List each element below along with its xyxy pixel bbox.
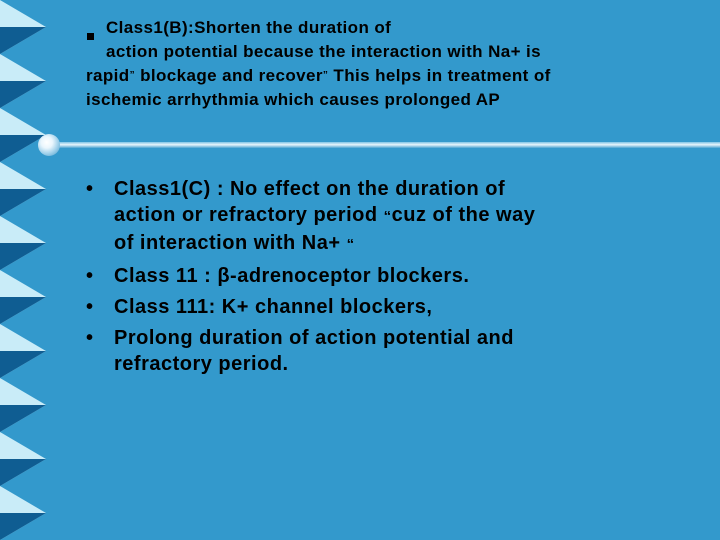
divider-bulb-icon <box>38 134 60 156</box>
bullet-dot-icon: • <box>86 178 94 200</box>
bullet-1-line-2-text: action or refractory period <box>114 204 384 226</box>
bullet-item-class111 <box>84 294 704 320</box>
bullet-1-line-2 <box>114 202 704 230</box>
top-line-3-part-1: rapid <box>86 66 130 85</box>
top-line-3-quote-1: ” <box>129 70 135 81</box>
bullet-dot-icon: • <box>86 327 94 349</box>
bullet-3-line-1: Class 111: K+ channel blockers, <box>114 296 433 318</box>
bullet-2-line-1: Class 11 : β-adrenoceptor blockers. <box>114 265 470 287</box>
top-line-3-quote-2: ” <box>322 70 329 81</box>
bullet-item-prolong <box>84 325 704 377</box>
bullet-1-line-2-quote: “ <box>383 208 392 225</box>
bullet-list <box>84 176 704 382</box>
bullet-item-class11 <box>84 263 704 289</box>
top-line-3 <box>86 64 706 88</box>
bullet-4-line-1: Prolong duration of action potential and <box>114 327 514 349</box>
top-paragraph <box>86 16 706 112</box>
bullet-dot-icon: • <box>86 296 94 318</box>
top-line-1: Class1(B):Shorten the duration of <box>106 18 392 37</box>
title-divider-bar <box>46 142 720 148</box>
decorative-triangle-strip <box>0 0 60 540</box>
bullet-1-line-2-rest: cuz of the way <box>391 204 536 226</box>
bullet-1-line-3 <box>114 230 704 258</box>
top-line-2: action potential because the interaction with Na+ is <box>106 42 542 61</box>
bullet-1-line-1: Class1(C) : No effect on the duration of <box>114 178 506 200</box>
top-line-3-part-2: blockage and recover <box>134 66 323 85</box>
bullet-4-line-2: refractory period. <box>114 353 289 375</box>
bullet-1-line-3-quote: “ <box>346 236 355 253</box>
top-line-4: ischemic arrhythmia which causes prolonged AP <box>86 90 501 109</box>
bullet-item-class1c <box>84 176 704 258</box>
top-line-3-part-3: This helps in treatment of <box>328 66 551 85</box>
bullet-dot-icon: • <box>86 265 94 287</box>
bullet-1-line-3-text: of interaction with Na+ <box>114 232 347 254</box>
